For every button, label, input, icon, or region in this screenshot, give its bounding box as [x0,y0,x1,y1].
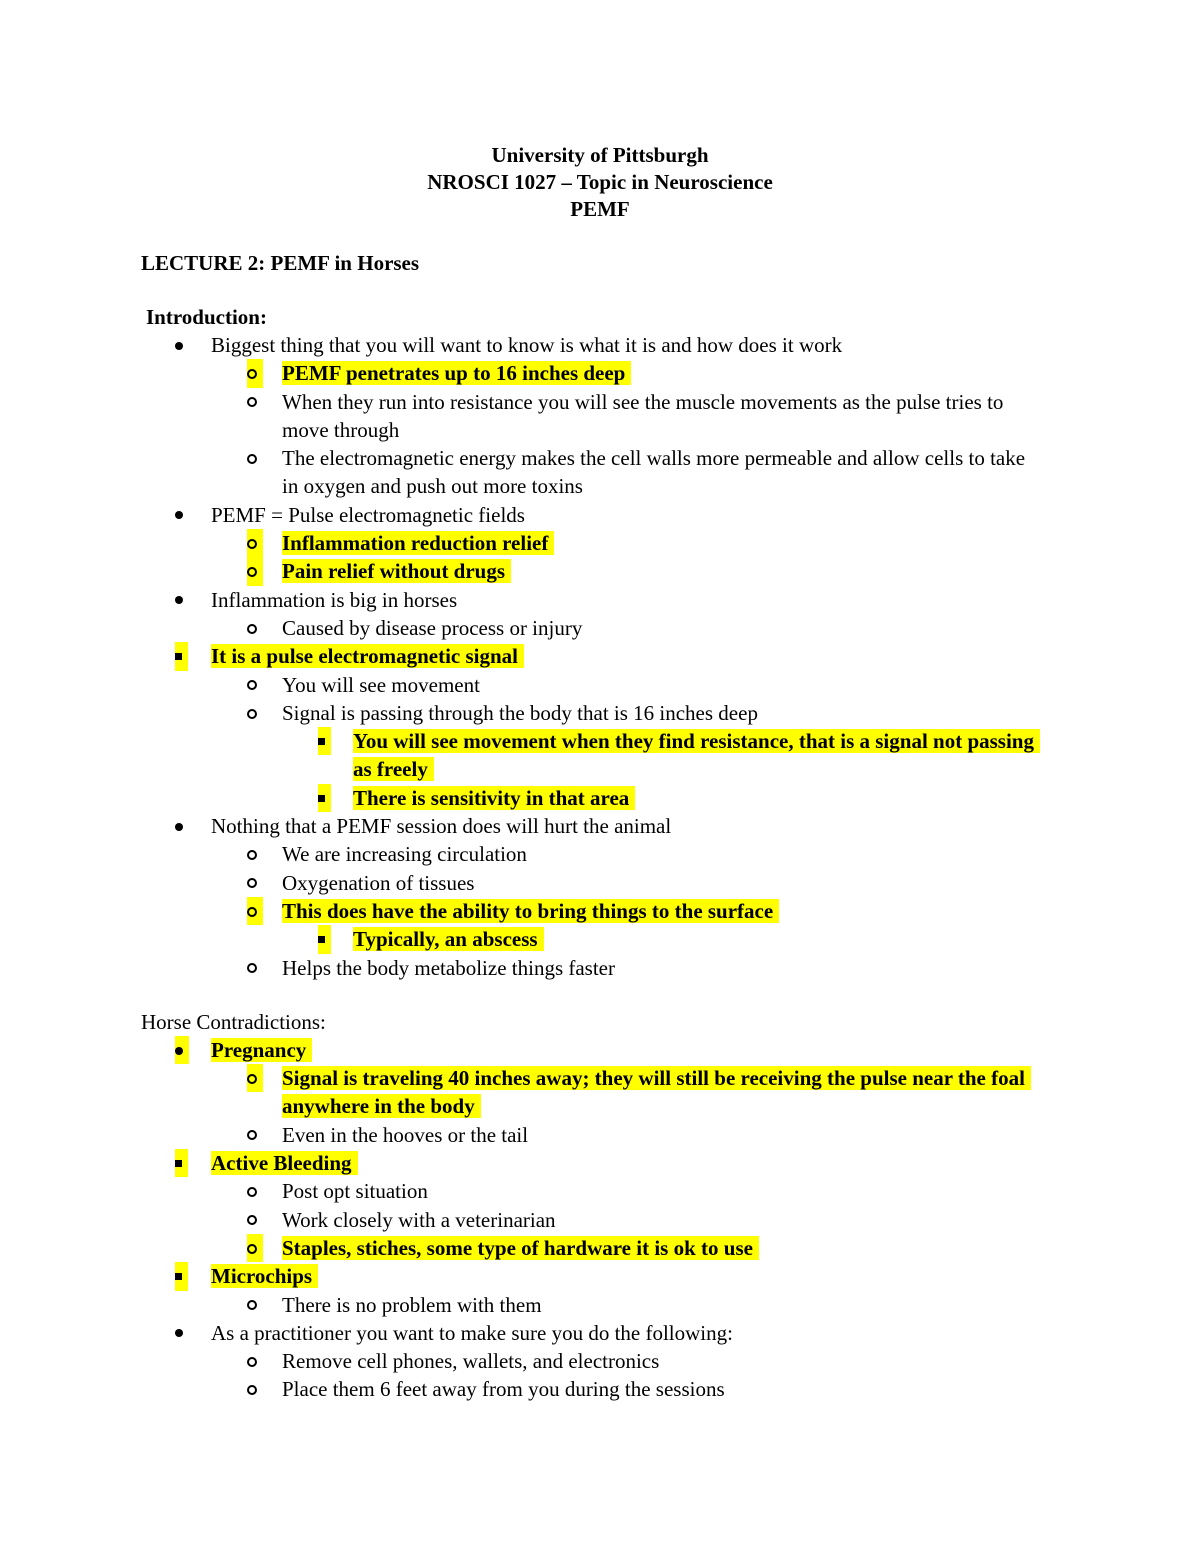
bullet-square-icon [318,925,331,953]
bullet-ring-icon [247,388,257,416]
bullet-ring-icon [247,671,257,699]
bullet-ring-icon [247,1291,257,1319]
bullet-ring-icon [247,897,263,925]
list-item: Nothing that a PEMF session does will hurt the animal [0,812,1200,840]
list-item: There is sensitivity in that area [0,784,1200,812]
list-item: Signal is traveling 40 inches away; they will still be receiving the pulse near the foal anywhere in the body [0,1064,1200,1121]
list-item: Staples, stiches, some type of hardware it is ok to use [0,1234,1200,1262]
list-item: Biggest thing that you will want to know is what it is and how does it work [0,331,1200,359]
list-item: The electromagnetic energy makes the cell walls more permeable and allow cells to take in oxygen and push out more toxins [0,444,1200,501]
topic-title: PEMF [570,197,630,221]
list-item: PEMF = Pulse electromagnetic fields [0,501,1200,529]
notes-body [0,304,1200,1404]
bullet-ring-icon [247,1234,263,1262]
bullet-dot-icon [175,1319,183,1347]
bullet-dot-icon [175,586,183,614]
list-item: It is a pulse electromagnetic signal [0,642,1200,670]
list-item: We are increasing circulation [0,840,1200,868]
list-item: PEMF penetrates up to 16 inches deep [0,359,1200,387]
list-item: Signal is passing through the body that is 16 inches deep [0,699,1200,727]
bullet-ring-icon [247,557,263,585]
list-item: Pregnancy [0,1036,1200,1064]
bullet-ring-icon [247,699,257,727]
intro-heading: Introduction: [146,305,267,329]
list-item: When they run into resistance you will see the muscle movements as the pulse tries to move through [0,388,1200,445]
bullet-square-icon [318,784,331,812]
document-header [0,142,1200,223]
list-item: This does have the ability to bring things to the surface [0,897,1200,925]
list-item: You will see movement when they find resistance, that is a signal not passing as freely [0,727,1200,784]
list-item: Inflammation is big in horses [0,586,1200,614]
bullet-ring-icon [247,1064,263,1092]
bullet-ring-icon [247,1347,257,1375]
bullet-ring-icon [247,954,257,982]
list-item: Pain relief without drugs [0,557,1200,585]
bullet-square-icon [175,1149,188,1177]
bullet-ring-icon [247,359,263,387]
bullet-ring-icon [247,1121,257,1149]
list-item: Even in the hooves or the tail [0,1121,1200,1149]
list-item: Inflammation reduction relief [0,529,1200,557]
list-item: Oxygenation of tissues [0,869,1200,897]
course-title: NROSCI 1027 – Topic in Neuroscience [427,170,773,194]
bullet-square-icon [175,1262,188,1290]
bullet-dot-icon [175,331,183,359]
list-item: Active Bleeding [0,1149,1200,1177]
bullet-ring-icon [247,869,257,897]
bullet-dot-icon [175,501,183,529]
bullet-ring-icon [247,1375,257,1403]
list-item: Microchips [0,1262,1200,1290]
lecture-title: LECTURE 2: PEMF in Horses [141,251,420,275]
bullet-ring-icon [247,840,257,868]
bullet-ring-icon [247,1177,257,1205]
bullet-ring-icon [247,614,257,642]
bullet-square-icon [175,642,188,670]
list-item: There is no problem with them [0,1291,1200,1319]
bullet-square-icon [318,727,331,755]
bullet-ring-icon [247,444,257,472]
bullet-dot-icon [175,1036,189,1064]
list-item: Typically, an abscess [0,925,1200,953]
bullet-dot-icon [175,812,183,840]
list-item: Remove cell phones, wallets, and electronics [0,1347,1200,1375]
list-item: As a practitioner you want to make sure you do the following: [0,1319,1200,1347]
list-item: Helps the body metabolize things faster [0,954,1200,982]
bullet-ring-icon [247,1206,257,1234]
list-item: Post opt situation [0,1177,1200,1205]
contradictions-heading: Horse Contradictions: [141,1009,326,1034]
university-name: University of Pittsburgh [491,143,709,167]
bullet-ring-icon [247,529,263,557]
list-item: Caused by disease process or injury [0,614,1200,642]
list-item: Work closely with a veterinarian [0,1206,1200,1234]
list-item: You will see movement [0,671,1200,699]
list-item: Place them 6 feet away from you during the sessions [0,1375,1200,1403]
